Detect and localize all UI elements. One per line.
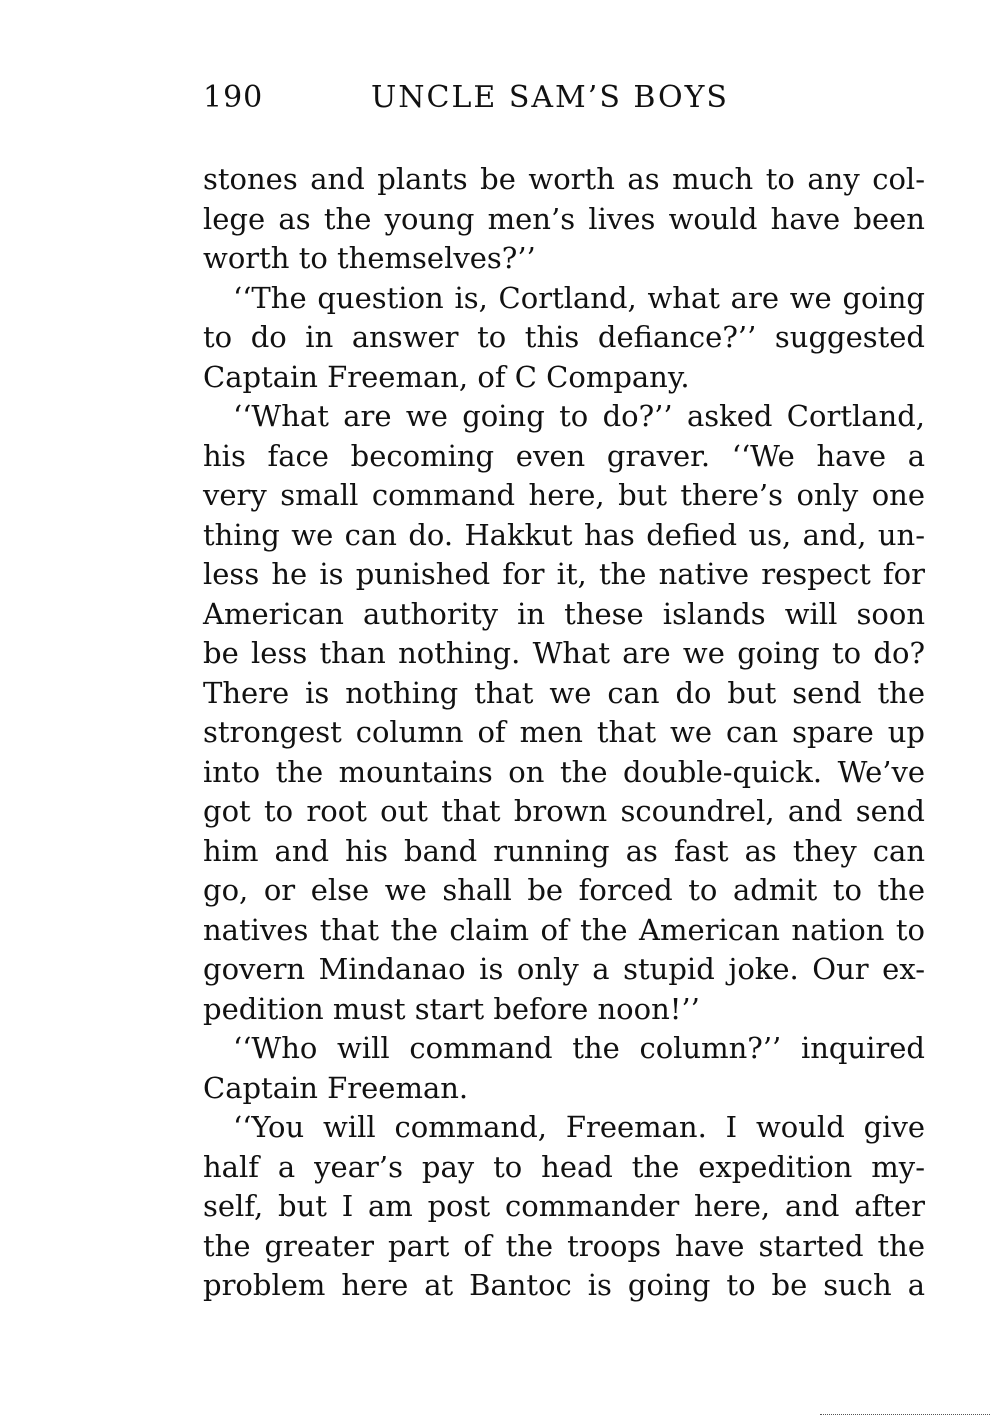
text-line: his face becoming even graver. ‘‘We have a xyxy=(203,438,925,473)
text-line: ‘‘What are we going to do?’’ asked Cortland, xyxy=(233,399,925,433)
text-line: him and his band running as fast as they can xyxy=(203,833,925,868)
text-line: govern Mindanao is only a stupid joke. Our ex- xyxy=(203,952,925,986)
text-line: be less than nothing. What are we going to do? xyxy=(203,636,925,670)
text-line: less he is punished for it, the native respect for xyxy=(203,557,925,591)
text-line: very small command here, but there’s only one xyxy=(203,478,925,512)
text-line: Captain Freeman, of C Company. xyxy=(203,359,690,394)
text-line: ‘‘Who will command the column?’’ inquired xyxy=(233,1031,925,1065)
text-line: go, or else we shall be forced to admit to the xyxy=(203,873,925,907)
text-line: thing we can do. Hakkut has defied us, and, un- xyxy=(203,517,925,552)
text-line: ‘‘The question is, Cortland, what are we going xyxy=(233,280,925,315)
text-line: natives that the claim of the American nation to xyxy=(203,912,925,947)
text-line: into the mountains on the double-quick. We’ve xyxy=(203,754,925,789)
text-line: Captain Freeman. xyxy=(203,1070,469,1105)
body-text xyxy=(203,160,925,1306)
text-line: lege as the young men’s lives would have been xyxy=(203,201,925,236)
page-header xyxy=(203,80,925,120)
page-number: 190 xyxy=(203,80,264,115)
text-line: to do in answer to this defiance?’’ suggested xyxy=(203,320,925,354)
text-line: got to root out that brown scoundrel, and send xyxy=(203,794,925,828)
text-line: half a year’s pay to head the expedition my- xyxy=(203,1149,925,1184)
text-line: ‘‘You will command, Freeman. I would give xyxy=(233,1110,925,1144)
text-line: worth to themselves?’’ xyxy=(203,241,536,275)
text-line: self, but I am post commander here, and after xyxy=(203,1189,925,1223)
scan-edge-rule xyxy=(820,1414,990,1415)
text-line: pedition must start before noon!’’ xyxy=(203,991,700,1026)
text-line: American authority in these islands will soon xyxy=(203,596,925,631)
text-line: the greater part of the troops have started the xyxy=(203,1228,925,1263)
text-line: problem here at Bantoc is going to be such a xyxy=(203,1268,925,1302)
text-line: stones and plants be worth as much to any col- xyxy=(203,162,925,196)
text-line: There is nothing that we can do but send the xyxy=(203,675,925,710)
text-line: strongest column of men that we can spare up xyxy=(203,715,925,749)
running-title: UNCLE SAM’S BOYS xyxy=(371,80,729,115)
